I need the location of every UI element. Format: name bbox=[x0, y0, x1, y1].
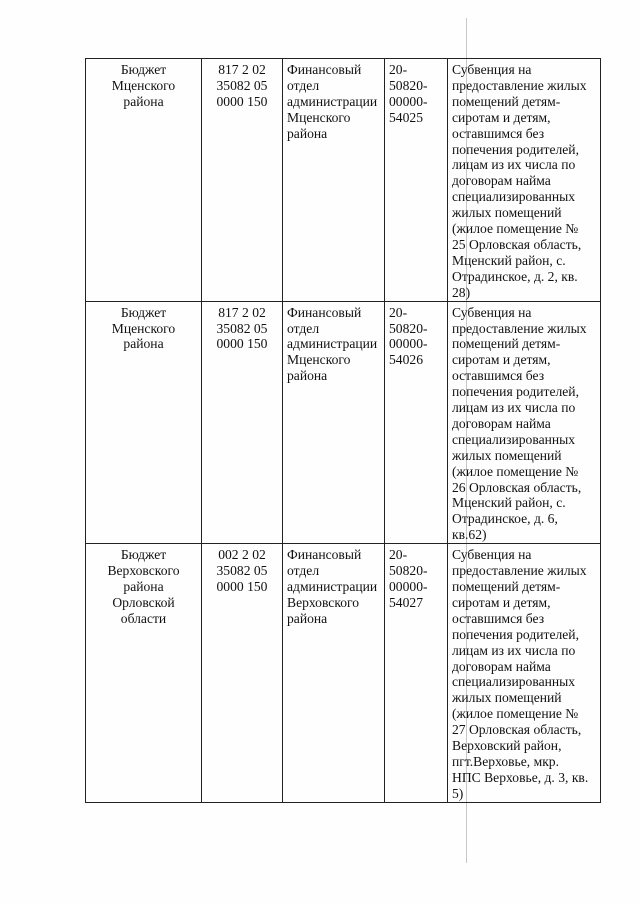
budget-cell: Бюджет Мценского района bbox=[86, 301, 202, 544]
purpose-cell: Субвенция на предоставление жилых помещений детям- сиротам и детям, оставшимся без попечения родителей, лицам из их числа по договорам найма специализированных жилых помещений (жилое помещение № 27 Орловская область, Верховский район, пгт.Верховье, мкр. НПС Верховье, д. 3, кв. 5) bbox=[448, 544, 601, 803]
recipient-cell: Финансовый отдел администрации Мценского района bbox=[283, 301, 385, 544]
number-cell: 20- 50820- 00000- 54026 bbox=[385, 301, 448, 544]
budget-cell: Бюджет Верховского района Орловской области bbox=[86, 544, 202, 803]
code-cell: 817 2 02 35082 05 0000 150 bbox=[202, 301, 283, 544]
budget-table bbox=[85, 58, 601, 803]
recipient-cell: Финансовый отдел администрации Мценского района bbox=[283, 59, 385, 302]
table-row bbox=[86, 544, 601, 803]
code-cell: 817 2 02 35082 05 0000 150 bbox=[202, 59, 283, 302]
number-cell: 20- 50820- 00000- 54027 bbox=[385, 544, 448, 803]
budget-cell: Бюджет Мценского района bbox=[86, 59, 202, 302]
table-row bbox=[86, 59, 601, 302]
recipient-cell: Финансовый отдел администрации Верховского района bbox=[283, 544, 385, 803]
purpose-cell: Субвенция на предоставление жилых помещений детям- сиротам и детям, оставшимся без попечения родителей, лицам из их числа по договорам найма специализированных жилых помещений (жилое помещение № 26 Орловская область, Мценский район, с. Отрадинское, д. 6, кв.62) bbox=[448, 301, 601, 544]
table-row bbox=[86, 301, 601, 544]
purpose-cell: Субвенция на предоставление жилых помещений детям- сиротам и детям, оставшимся без попечения родителей, лицам из их числа по договорам найма специализированных жилых помещений (жилое помещение № 25 Орловская область, Мценский район, с. Отрадинское, д. 2, кв. 28) bbox=[448, 59, 601, 302]
number-cell: 20- 50820- 00000- 54025 bbox=[385, 59, 448, 302]
code-cell: 002 2 02 35082 05 0000 150 bbox=[202, 544, 283, 803]
